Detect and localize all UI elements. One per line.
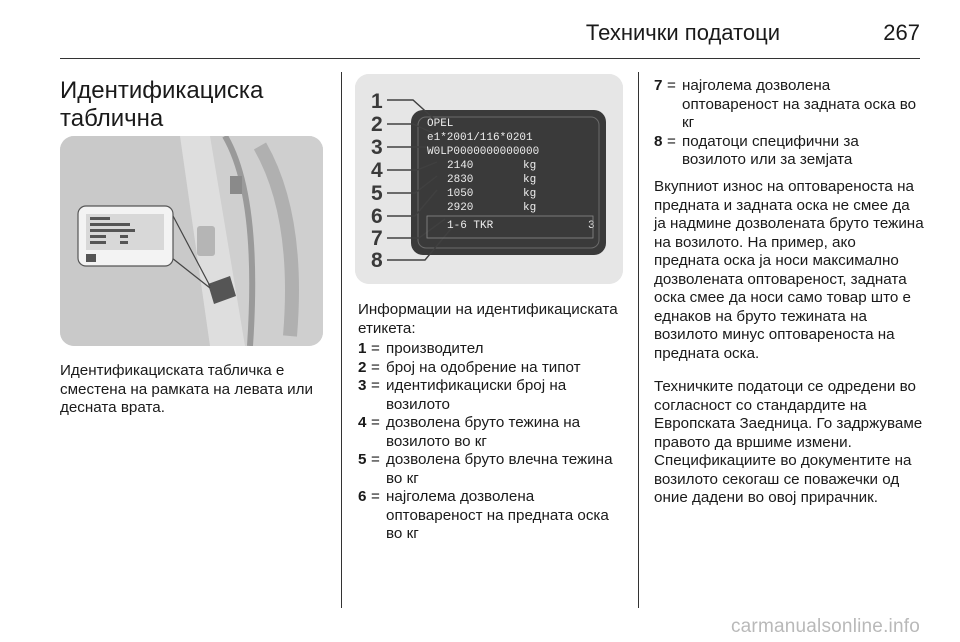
legend-equals: = — [371, 358, 380, 376]
callout-3: 3 — [371, 136, 383, 159]
legend-text: производител — [386, 340, 484, 357]
plate-line-6: 1050 — [447, 188, 474, 200]
callout-1: 1 — [371, 90, 383, 113]
watermark: carmanualsonline.info — [730, 616, 920, 637]
legend-number: 2 — [358, 358, 367, 376]
axle-load-paragraph: Вкупниот износ на оптовареноста на предната и задната оска не смее да ја надмине дозволената бруто тежина на возилото. На пример, ако предната оска ја носи максимално дозволената оптовареност, задната оска смее да носи само товар што е еднаков на бруто тежината на возилото минус оптовареноста на предната оска. — [654, 178, 924, 362]
legend-item — [358, 377, 628, 414]
legend-number: 3 — [358, 377, 367, 394]
legend-item — [358, 414, 628, 451]
running-header-title: Технички податоци — [585, 20, 780, 45]
section-title: Идентификациска таблична — [60, 77, 264, 132]
legend-equals: = — [371, 340, 380, 357]
legend-number: 5 — [358, 451, 367, 468]
plate-unit-3: kg — [523, 188, 537, 200]
legend-number: 7 — [654, 77, 663, 94]
callout-7: 7 — [371, 227, 383, 250]
legend-text: најголема дозволена оптовареност на задната оска во кг — [682, 77, 917, 131]
legend-number: 1 — [358, 340, 367, 357]
column-divider-2 — [638, 72, 639, 608]
label-info-intro: Информации на идентификациската етикета: — [358, 301, 618, 337]
legend-equals: = — [667, 77, 676, 94]
legend-equals: = — [371, 414, 380, 431]
identification-plate-figure — [355, 74, 623, 284]
callout-4: 4 — [371, 159, 383, 182]
page-number: 267 — [883, 20, 920, 45]
legend-item — [654, 133, 924, 170]
column-divider-1 — [341, 72, 342, 608]
legend-equals: = — [667, 132, 676, 150]
legend-number: 8 — [654, 132, 663, 150]
legend-text: дозволена бруто тежина на возилото во кг — [386, 414, 581, 450]
callout-2: 2 — [371, 113, 383, 136]
legend-text: број на одобрение на типот — [386, 358, 581, 376]
door-pillar-photo — [60, 136, 323, 346]
technical-data-paragraph: Техничките податоци се одредени во согласност со стандардите на Европската Заедница. Го задржуваме правото да вршиме измени. Спецификациите во документите на возилото секогаш се поважечки од оние дадени во овој прирачник. — [654, 378, 923, 506]
plate-line-1: OPEL — [427, 118, 454, 130]
legend-item — [358, 488, 628, 544]
legend-item — [654, 77, 924, 133]
legend-item — [358, 340, 628, 359]
legend-equals: = — [371, 377, 380, 394]
callout-5: 5 — [371, 182, 383, 205]
plate-line-8: 1-6 TKR — [447, 220, 494, 232]
plate-unit-1: kg — [523, 160, 537, 172]
car-door-pillar-photo-icon — [60, 136, 323, 346]
legend-equals: = — [371, 488, 380, 505]
legend-item — [358, 451, 628, 488]
callout-8: 8 — [371, 249, 383, 272]
plate-unit-4: kg — [523, 202, 537, 214]
header-rule — [60, 58, 920, 59]
legend-text: податоци специфични за возилото или за земјата — [682, 132, 859, 168]
location-paragraph: Идентификациската табличка е сместена на рамката на левата или десната врата. — [60, 362, 313, 416]
callout-6: 6 — [371, 205, 383, 228]
plate-side-mark: 3 — [588, 220, 595, 232]
plate-line-5: 2830 — [447, 174, 474, 186]
plate-line-4: 2140 — [447, 160, 474, 172]
plate-line-7: 2920 — [447, 202, 474, 214]
legend-list-right — [654, 77, 924, 170]
legend-item — [358, 359, 628, 378]
legend-number: 4 — [358, 414, 367, 431]
plate-line-3: W0LP0000000000000 — [427, 146, 540, 158]
legend-text: дозволена бруто влечна тежина во кг — [386, 451, 613, 487]
legend-list-middle — [358, 340, 628, 544]
plate-line-2: e1*2001/116*0201 — [427, 132, 533, 144]
legend-text: идентификациски број на возилото — [386, 377, 567, 413]
plate-illustration — [355, 74, 623, 284]
legend-number: 6 — [358, 488, 367, 505]
plate-unit-2: kg — [523, 174, 537, 186]
legend-equals: = — [371, 451, 380, 468]
legend-text: најголема дозволена оптовареност на предната оска во кг — [386, 488, 609, 542]
